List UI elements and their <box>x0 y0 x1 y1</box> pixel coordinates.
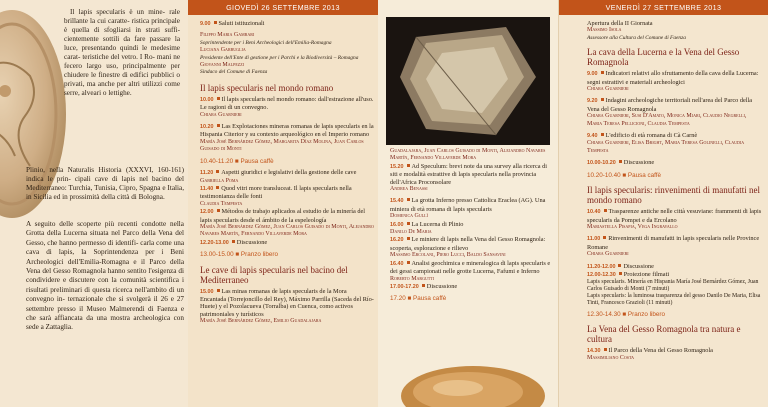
intro-column <box>0 0 188 407</box>
section-title: La cava della Lucerna e la Vena del Gesso Romagnola <box>587 47 740 68</box>
intro-p1: Il lapis specularis è un mine- rale brillante la cui caratte- ristica principale è quella di sfogliarsi in strati suffi- cientemente sottili da fare passare la luce, presentando quindi le medesime carat- teristiche del vetro. I Ro- mani ne fecero largo uso, principalmente per chiudere le finestre di edifici pubblici o privati, ma anche per altri utilizzi come serre, alveari o lettighe. <box>64 8 181 97</box>
day1-continued-column <box>378 0 558 407</box>
day1b-list: Guadalajara, Juan Carlos Guisado di Monti, Alejandro Navares Martín, Fernando Villaverde Mora 15.20 Ad Speculum: brevi note da una survey alla ricerca di siti e modalità estrattive di lapis specularis nella provincia dell'Africa Proconsolare Andrea Benassi 15.40 La grotta Inferno presso Cattolica Eraclea (AG). Una miniera di età romana di lapis specularis Domenica Gullì 16.00 La Lucerna di Plinio Danilo De Maria 16.20 Le miniere di lapis nella Vena del Gesso Romagnola: scoperta, esplorazione e rilievo Massimo Ercolani, Piero Lucci, Baldo Sansavini 16.40 Analisi geochimica e mineralogica di lapis specularis e dei gessi campionati nelle grotte Lucerna, Fafumi e Inferno Roberto Margutti 17.00-17.20 Discussione 17.20 ■ Pausa caffè <box>390 148 551 303</box>
section-title: Le cave di lapis specularis nel bacino del Mediterraneo <box>200 264 348 285</box>
day1-header: GIOVEDÌ 26 SETTEMBRE 2013 <box>188 0 378 15</box>
day2-header: VENERDÌ 27 SETTEMBRE 2013 <box>559 0 768 15</box>
lapis-crystal-image <box>386 17 550 145</box>
section-title: Il lapis specularis nel mondo romano <box>200 82 334 93</box>
section-title: La Vena del Gesso Romagnola tra natura e cultura <box>587 323 741 344</box>
intro-p3: A seguito delle scoperte più recenti condotte nella Grotta della Lucerna situata nel Parco della Vena del Gesso, che hanno permesso di identifi- carla come una cava di lapis, la Soprintendenza per i Beni Archeologici dell'Emilia-Romagna e il Parco della Vena del Gesso Romagnola hanno sentito l'esigenza di condividere e discutere con la comunità scientifica i risultati preliminari di questa ricerca nell'ambito di un convegno in- ternazionale che si svolgerà il 26 e 27 settembre presso il Museo Malmerendi di Faenza e che sarà affiancata da una mostra archeologica con sede a Zattaglia. <box>26 220 185 332</box>
intro-p2: Plinio, nella Naturalis Historia (XXXVI, 160-161) indica le prin- cipali cave di lapis nel bacino del Mediterraneo: Turchia, Tunisia, Cipro, Spagna e Italia, in Sicilia ed in prossimità della città di Bologna. <box>26 166 185 201</box>
section-title: Il lapis specularis: rinvenimenti di manufatti nel mondo romano <box>587 185 760 206</box>
intro-p3-wrap <box>26 220 184 333</box>
day1-column: GIOVEDÌ 26 SETTEMBRE 2013 9.00 Saluti istituzionali Filippo Maria Gambari Soprintendente per i Beni Archeologici dell'Emilia-Romagna Luciana Garbuglia Presidente dell'Ente di gestione per i Parchi e la Biodiversità – Romagna Giovanni Malpezzi Sindaco del Comune di Faenza Il lapis specularis nel mondo romano 10.00 Il lapis specularis nel mondo romano: dall'estrazione all'uso. Le ragioni di un convegno. Chiara Guarnieri 10.20 Las Explotaciones mineras romanas de lapis specularis en la Hispania Citerior y su contexto arqueológico en el Imperio romano María José Bernárdez Gómez, Margarita Díaz Molina, Juan Carlos Guisado di Monti 10.40-11.20 ■ Pausa caffè 11.20 Aspetti giuridici e legislativi della gestione delle cave Gabriella Poma 11.40 Quod vitri more transluceat. Il lapis specularis nella testimonianza delle fonti Claudia Tempesta 12.00 Métodos de trabajo aplicados al estudio de la minería del lapis specularis desde el ámbito de la espeleología María José Bernárdez Gómez, Juan Carlos Guisado di Monti, Alejandro Navares Martín, Fernando Villaverde Mora 12.20-13.00 Discussione 13.00-15.00 ■ Pranzo libero Le cave di lapis specularis nel bacino del Mediterraneo 15.00 Las minas romanas de lapis specularis de la Mora Encantada (Torrejoncillo del Rey), Máximo Parrilla (Saceda del Río-Huete) y el Pozolacueva (Torralba) en Cuenca, como activos patrimoniales y turísticos María José Bernárdez Gómez, Emilio Guadalajara <box>188 0 378 407</box>
day2-column: VENERDÌ 27 SETTEMBRE 2013 Apertura della II Giornata Massimo Isola Assessore alla Cultura del Comune di Faenza La cava della Lucerna e la Vena del Gesso Romagnola 9.00 Indicatori relativi allo sfruttamento della cava della Lucerna: segni estrattivi e materiali archeologici Chiara Guarnieri 9.20 Indagini archeologiche territoriali nell'area del Parco della Vena del Gesso Romagnola Chiara Guarnieri, Susi D'Amato, Monica Miari, Claudio Negrelli, Maria Teresa Pellicioni, Claudia Tempesta 9.40 L'edificio di età romana di Cà Carnè Chiara Guarnieri, Elisa Bright, Maria Teresa Golinelli, Claudia Tempesta 10.00-10.20 Discussione 10.20-10.40 ■ Pausa caffè Il lapis specularis: rinvenimenti di manufatti nel mondo romano 10.40 Trasparenze antiche nelle città vesuviane: frammenti di lapis specularis da Pompei e da Ercolano Mariastella Pisapia, Vega Ingravallo 11.00 Rinvenimenti di manufatti in lapis specularis nelle Province Romane Chiara Guarnieri 11.20-12.00 Discussione 12.00-12.30 Proiezione filmati Lapis specularis. Minería en Hispania María José Bernárdez Gómez, Juan Carlos Guisado di Monti (7 minuti) Lapis specularis: la luminosa trasparenza del gesso Danilo De Maria, Elisa Tinti, Francesco Grazioli (11 minuti) 12.30-14.30 ■ Pranzo libero La Vena del Gesso Romagnola tra natura e cultura 14.30 Il Parco della Vena del Gesso Romagnola Massimiliano Costa <box>558 0 768 407</box>
intro-p2-wrap <box>26 166 184 202</box>
mineral-rock-image <box>398 362 548 407</box>
